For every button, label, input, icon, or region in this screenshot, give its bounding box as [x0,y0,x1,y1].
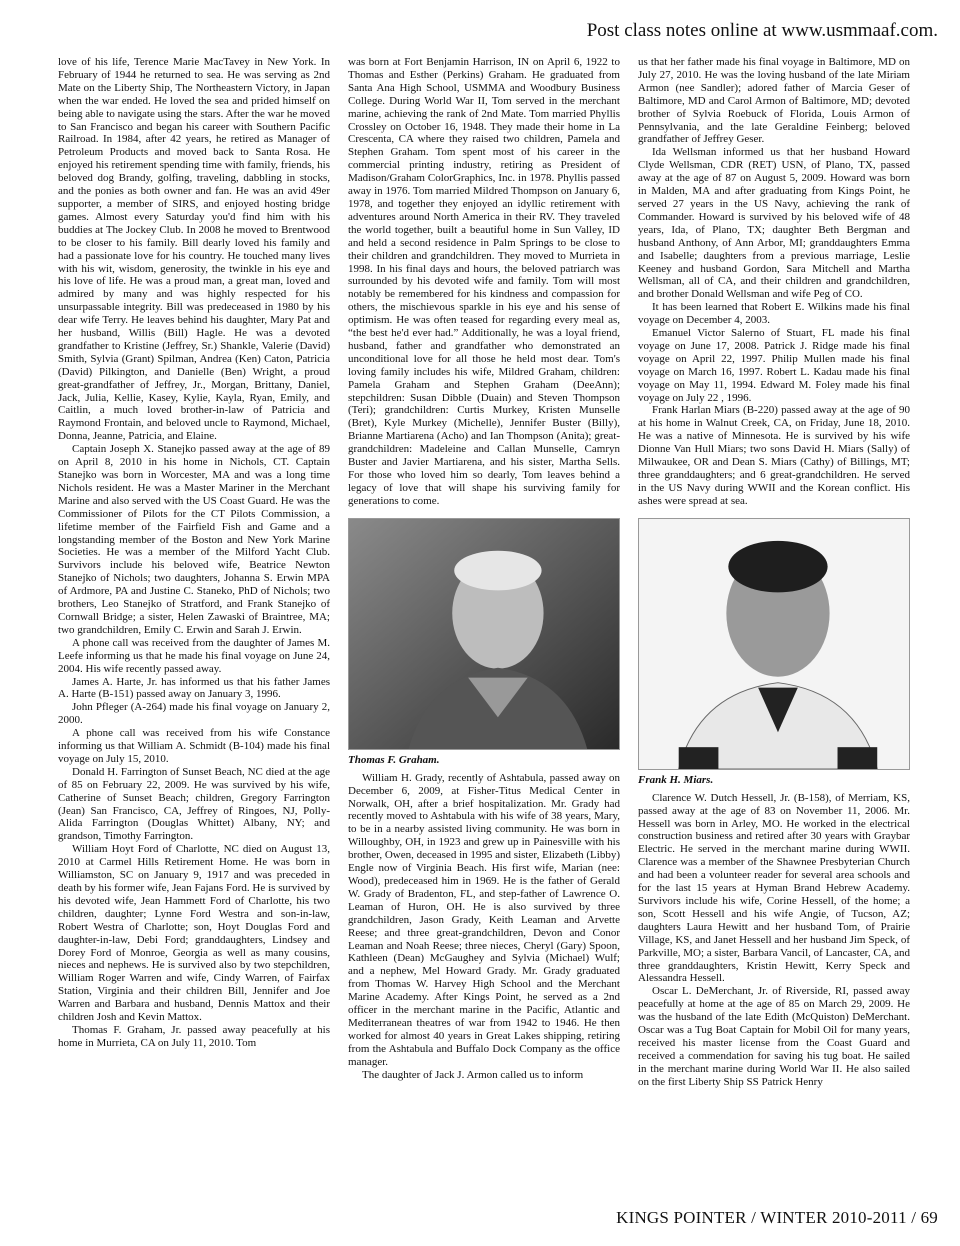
paragraph: Clarence W. Dutch Hessell, Jr. (B-158), of Merriam, KS, passed away at the age of 83 on November 11, 2006. Mr. Hessell was born in Arley, MO. He worked in the electrical construction business and retired after 30 years with Graybar Electric. He served in the merchant marine during WWII. Clarence was a member of the Shawnee Presbyterian Church and had been a volunteer reader for several area schools and for the last 15 years at Hyman Brand Hebrew Academy. Survivors include his wife, Corine Hessell, of the home; a son, Scott Hessell and his wife Angie, of Tucson, AZ; daughters Laura Hewitt and her husband Tom, of Prairie Village, KS, and Janet Hessell and her husband Jim Speck, of Parkville, MO; a sister, Barbara Vancil, of Lancaster, CA, and three granddaughters, Kristin Hewitt, Kerry Speck and Alessandra Hessell. [638,791,910,985]
page-footer: KINGS POINTER / WINTER 2010-2011 / 69 [616,1208,938,1227]
paragraph: The daughter of Jack J. Armon called us to inform [362,1068,584,1081]
paragraph: Frank Harlan Miars (B-220) passed away at the age of 90 at his home in Walnut Creek, CA, on Friday, June 18, 2010. He was a native of Minnesota. He is survived by his wife Dionne Van Hull Miars; two sons David H. Miars (Sally) of Milwaukee, OR and Dean S. Miars (Cathy) of Billings, MT; three granddaughters; and 6 great-grandchildren. He served in the US Navy during WWII and the Korean conflict. His ashes were spread at sea. [638,404,910,507]
column-3 [638,56,910,1186]
paragraph: William Hoyt Ford of Charlotte, NC died on August 13, 2010 at Carmel Hills Retirement Home. He was born in Williamston, SC on January 9, 1917 and was preceded in death by his former wife, Jean Fajans Ford. He is survived by his devoted wife, Jean Hammett Ford of Charlotte, his two children, daughter; Lynne Ford Westra and son-in-law, Robert Westra of Charlotte; son, Hoyt Douglas Ford and daughter-in-law, Debi Ford; granddaughters, Lindsey and Dorey Ford of Monroe, Georgia as well as many cousins, nieces and nephews. He is survived also by two stepchildren, William Roger Warren and wife, Cindy Warren, of Fairfax Station, Virginia and their children Bill, Jennifer and Joe Warren and Barbara and husband, Dennis Mattox and their children Josh and Kevin Mattox. [58,843,330,1024]
paragraph: Emanuel Victor Salerno of Stuart, FL made his final voyage on June 17, 2008. Patrick J. Ridge made his final voyage on April 22, 1997. Philip Mullen made his final voyage on March 16, 1997. Robert L. Kadau made his final voyage on May 11, 1994. Edward M. Foley made his final voyage on July 22 , 1996. [638,327,910,404]
paragraph: It has been learned that Robert E. Wilkins made his final voyage on December 4, 2003. [638,301,910,327]
photo-block [348,518,620,766]
paragraph: Thomas F. Graham, Jr. passed away peacefully at his home in Murrieta, CA on July 11, 2010. Tom [58,1023,330,1049]
portrait-photo-graham [348,518,620,750]
page-header: Post class notes online at www.usmmaaf.com. [586,20,938,41]
article-columns [58,56,910,1186]
photo-block [638,518,910,786]
paragraph: James A. Harte, Jr. has informed us that his father James A. Harte (B-151) passed away on January 3, 1996. [58,675,330,701]
paragraph: A phone call was received from his wife Constance informing us that William A. Schmidt (B-104) made his final voyage on July 15, 2010. [58,727,330,765]
paragraph: A phone call was received from the daughter of James M. Leefe informing us that he made his final voyage on June 24, 2004. His wife recently passed away. [58,636,330,675]
paragraph: Donald H. Farrington of Sunset Beach, NC died at the age of 85 on February 22, 2009. He was survived by his wife, Catherine of Sunset Beach; children, Gregory Farrington (Jean) San Francisco, CA, Jeffrey of Ringoes, NJ, Polly-Alida Farrington (Douglas Whittet) Albany, NY; and grandson, Timothy Farrington. [58,765,330,843]
paragraph: William H. Grady, recently of Ashtabula, passed away on December 6, 2009, at Fisher-Titus Medical Center in Norwalk, OH, after a brief hospitalization. Mr. Grady had recently moved to Ashtabula with his wife of 38 years, Mary, to be in a nearby assisted living community. He was born in Willoughby, OH, in 1923 and grew up in Painesville with his brother, Owen, deceased in 1995 and sister, Elizabeth (Libby) Engle now of Virginia Beach. His first wife, Marian (nee: Wood), predeceased him in 1969. He is the father of Gerald W. Grady of Bradenton, FL, and step-father of Lawrence O. Leaman of Huron, OH. He is also survived by three grandchildren, Jason Grady, Keith Leaman and Arvette Reese; and three great-grandchildren, Devon and Conor Leaman and Noah Reese; three nieces, Cheryl (Gary) Spoon, Kathleen (Dean) McGaughey and Sylvia (Michael) Wulf; and a nephew, Mel Howard Grady. Mr. Grady graduated from Thomas W. Harvey High School and the Merchant Marine Academy. After Kings Point, he served as a 2nd officer in the merchant marine in the Pacific, Atlantic and Mediterranean theatres of war from 1942 to 1946. He then worked for almost 40 years in Great Lakes shipping, retiring from the Ashtabula and Buffalo Dock Company as the office manager. [348,771,620,1068]
column-2 [348,56,620,1186]
paragraph: love of his life, Terence Marie MacTavey in New York. In February of 1944 he returned to sea. He was serving as 2nd Mate on the Liberty Ship, The Northeastern Victory, in Japan when the war ended. He loved the sea and prided himself on being able to navigate using the stars. After the war he moved to San Francisco and began his career with Southern Pacific Railroad. In 1984, after 42 years, he retired as Manager of Petroleum Products and moved back to Santa Rosa. He enjoyed his retirement spending time with family, friends, his beloved dog Brandy, golfing, traveling, dabbling in stocks, and the ponies as both owner and fan. He was an avid 49er supporter, a member of SIRS, and enjoyed hosting bridge games. Almost every Saturday you'd find him with his buddies at The Jockey Club. In 2008 he moved to Brentwood to be closer to his family. Bill dearly loved his family and had a passionate love for his country. He touched many lives with his wit, wisdom, generosity, the twinkle in his eye and his love of life. He was a proud man, a great man, loved and admired by many and was highly respected for his unsurpassable integrity. Bill was predeceased in 1980 by his dear wife Terry. He leaves behind his daughter, Mary Pat and her husband, Willis (Bill) Hagle. He was a devoted grandfather to Kristine (Jeffrey, Sr.) Shankle, Valerie (David) Smith, Sylvia (Grant) Spilman, Andrea (Ken) Caton, Patricia (David) Pilkington, and Danielle (Ben) Wright, a proud great-grandfather of Jeffrey, Jr., Morgan, Brittany, Daniel, Jack, Julia, Kellie, Kasey, Kylie, Kayla, Ryan, Emily, and Caitlin, a much loved brother-in-law of Patricia and Raymond Frontain, and beloved uncle to Raymond, Michael, Donna, Jeanne, Patricia, and Elaine. [58,56,330,443]
paragraph: was born at Fort Benjamin Harrison, IN on April 6, 1922 to Thomas and Esther (Perkins) Graham. He graduated from Santa Ana High School, USMMA and Woodbury Business College. During World War II, Tom served in the merchant marine, achieving the rank of 2nd Mate. Tom married Phyllis Crossley on October 16, 1948. They made their home in La Crescenta, CA where they raised two children, Pamela and Stephen Graham. Tom spent most of his career in the commercial printing industry, retiring as President of Madison/Graham ColorGraphics, Inc. in 1978. Phyllis passed away in 1976. Tom married Mildred Thompson on January 6, 1978, and together they enjoyed an idyllic retirement with adventures around North America in their RV. They traveled the world together, built a beautiful home in Sun Valley, ID and held a second residence in Palm Springs to be close to their children and grandchildren. They moved to Murrieta in 1998. In his final days and hours, the beloved patriarch was surrounded by his devoted wife and family. Tom will most notably be remembered for his kindness and compassion for others, the mischievous sparkle in his eye and his sense of optimism. He was often teased for regarding every meal as, “the best he'd ever had.” Additionally, he was a loyal friend, husband, father and grandfather who demonstrated an unconditional love for all those he held most dear. Tom's loving family includes his wife, Mildred Graham, children: Pamela Graham and Stephen Graham (DeeAnn); stepchildren: Susan Dibble (Duain) and Steven Thompson (Teri); grandchildren: Curtis Murkey, Kristen Munselle (Bret), Kyle Murkey (Michelle), Jennifer Buster (Billy), Brianne Martiarena (Acho) and Ian Thompson (Anita); great-grandchildren: Madeleine and Callan Munselle, Camryn Buster and Javier Martiarena, and his sister, Martha Sells. For those who loved him so dearly, Tom leaves behind a legacy of love that will shape his surviving family for generations to come. [348,56,620,507]
paragraph: John Pfleger (A-264) made his final voyage on January 2, 2000. [58,701,330,727]
paragraph: Captain Joseph X. Stanejko passed away at the age of 89 on April 8, 2010 in his home in Nichols, CT. Captain Stanejko was born in Worcester, MA and was a long time Nichols resident. He was a Master Mariner in the Merchant Marine and also served with the US Coast Guard. He was the Commissioner of Pilots for the CT Pilots Commission, a lifetime member of the Fairfield Fish and Game and a longstanding member of the Boston and New York Marine Societies. He was a member of the Milford Yacht Club. Survivors include his beloved wife, Beatrice Newton Stanejko of Nichols; two daughters, Johanna S. Erwin MPA of Ardmore, PA and Justine C. Staneko, PhD of Nichols; two brothers, Leo Stanejko of Stratford, and Frank Stanejko of Cornwall Bridge; a sister, Helen Zawaski of Braintree, MA; two grandchildren, Emily C. Erwin and Sarah J. Erwin. [58,443,330,636]
photo-caption: Thomas F. Graham. [348,753,440,766]
photo-caption: Frank H. Miars. [638,773,714,786]
paragraph: Oscar L. DeMerchant, Jr. of Riverside, RI, passed away peacefully at home at the age of 85 on March 29, 2009. He was the husband of the late Edith (McQuiston) DeMerchant. Oscar was a Tug Boat Captain for Mobil Oil for many years, received his master license from the Coast Guard and received a commendation for saving his tug boat. He sailed in the merchant marine during World War II. He also sailed on the first Liberty Ship SS Patrick Henry [638,985,910,1088]
column-1 [58,56,330,1186]
portrait-photo-miars [638,518,910,770]
paragraph: us that her father made his final voyage in Baltimore, MD on July 27, 2010. He was the loving husband of the late Miriam Armon (nee Sandler); adored father of Marcia Geser of Baltimore, MD and Carol Armon of Baltimore, MD; devoted brother of Sylvia Roebuck of Florida, Louis Armon of Pennsylvania, and the late Geraldine Feinberg; beloved grandfather of Jeffrey Geser. [638,56,910,146]
paragraph: Ida Wellsman informed us that her husband Howard Clyde Wellsman, CDR (RET) USN, of Plano, TX, passed away at the age of 87 on August 5, 2009. Howard was born in Malden, MA and after graduating from Kings Point, he served 27 years in the US Navy, achieving the rank of Commander. Howard is survived by his beloved wife of 48 years, Ida, of Plano, TX; daughter Beth Bergman and husband Anthony, of Ann Arbor, MI; granddaughters Emma and Isabelle; daughters from a previous marriage, Leslie Keeney and husband Gordon, Sara Mitchell and Martha Wellsman, all of CA, and their children and grandchildren, and brother Donald Wellsman and wife Peg of CO. [638,146,910,301]
